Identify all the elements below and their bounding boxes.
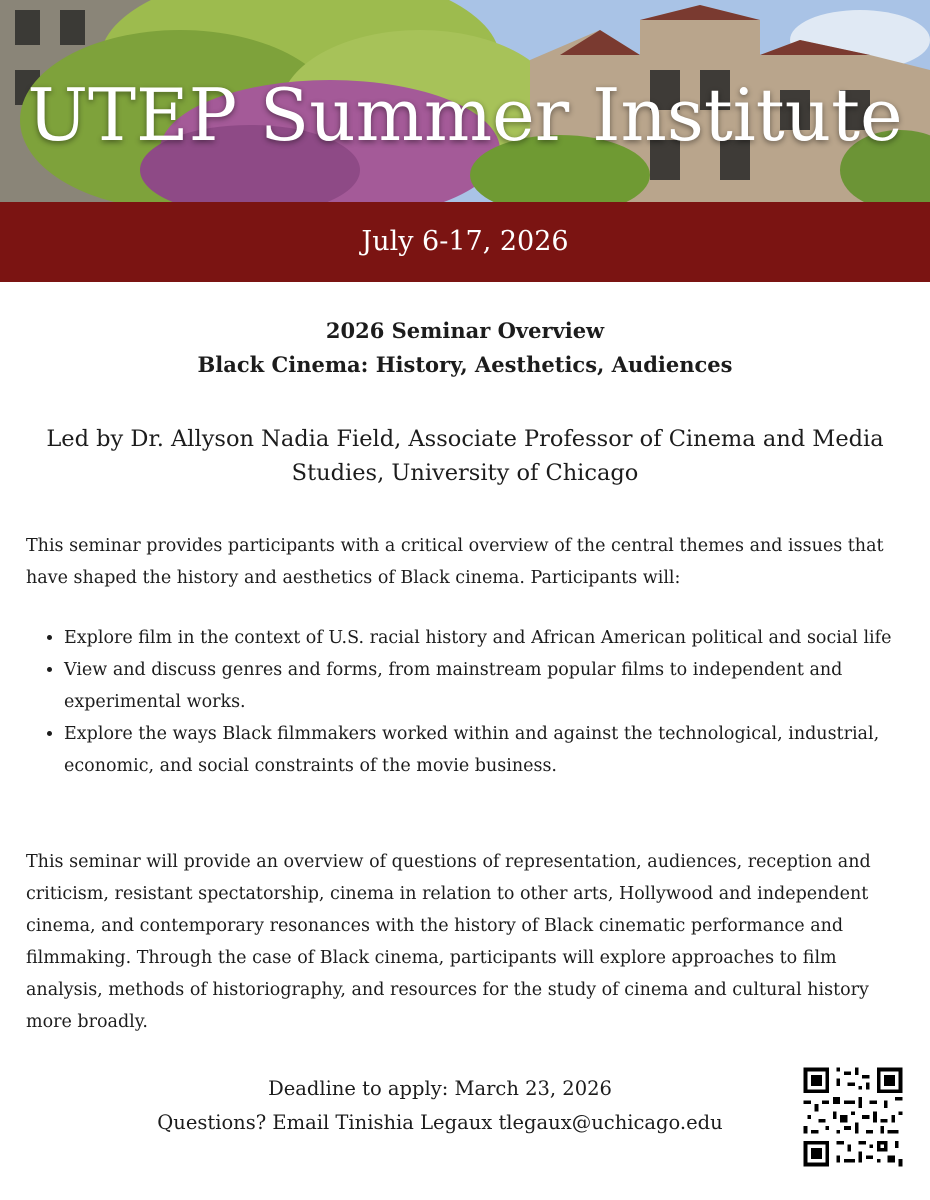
- seminar-leader: [20, 422, 910, 490]
- date-band: [0, 202, 930, 282]
- closing-paragraph: This seminar will provide an overview of questions of representation, audiences, reception and criticism, resistant spectatorship, cinema in relation to other arts, Hollywood and independent cinema, and contemporary resonances with the history of Black cinematic performance and filmmaking. Through the case of Black cinema, participants will explore approaches to film analysis, methods of historiography, and resources for the study of cinema and cultural history more broadly.: [26, 852, 871, 1032]
- intro-paragraph: This seminar provides participants with a critical overview of the central themes and issues that have shaped the history and aesthetics of Black cinema. Participants will:: [26, 536, 884, 588]
- seminar-overview-heading: [0, 314, 930, 382]
- leader-line-2: Studies, University of Chicago: [291, 460, 639, 486]
- overview-heading: 2026 Seminar Overview: [325, 318, 605, 343]
- qr-code[interactable]: [800, 1064, 906, 1170]
- participant-goals-list: [26, 622, 906, 782]
- list-item: • Explore film in the context of U.S. racial history and African American political and social life: [64, 622, 906, 654]
- application-deadline: Deadline to apply: March 23, 2026: [268, 1077, 612, 1100]
- contact-info: [100, 1072, 780, 1140]
- event-dates: July 6-17, 2026: [361, 226, 569, 257]
- questions-email[interactable]: Questions? Email Tinishia Legaux tlegaux@uchicago.edu: [157, 1111, 723, 1134]
- header-banner-photo: [0, 0, 930, 202]
- seminar-title: Black Cinema: History, Aesthetics, Audiences: [197, 352, 733, 377]
- banner-title: UTEP Summer Institute: [27, 73, 903, 157]
- leader-line-1: Led by Dr. Allyson Nadia Field, Associate Professor of Cinema and Media: [46, 426, 884, 452]
- list-item: • View and discuss genres and forms, from mainstream popular films to independent and experimental works.: [64, 654, 906, 718]
- list-item: • Explore the ways Black filmmakers worked within and against the technological, industrial, economic, and social constraints of the movie business.: [64, 718, 906, 782]
